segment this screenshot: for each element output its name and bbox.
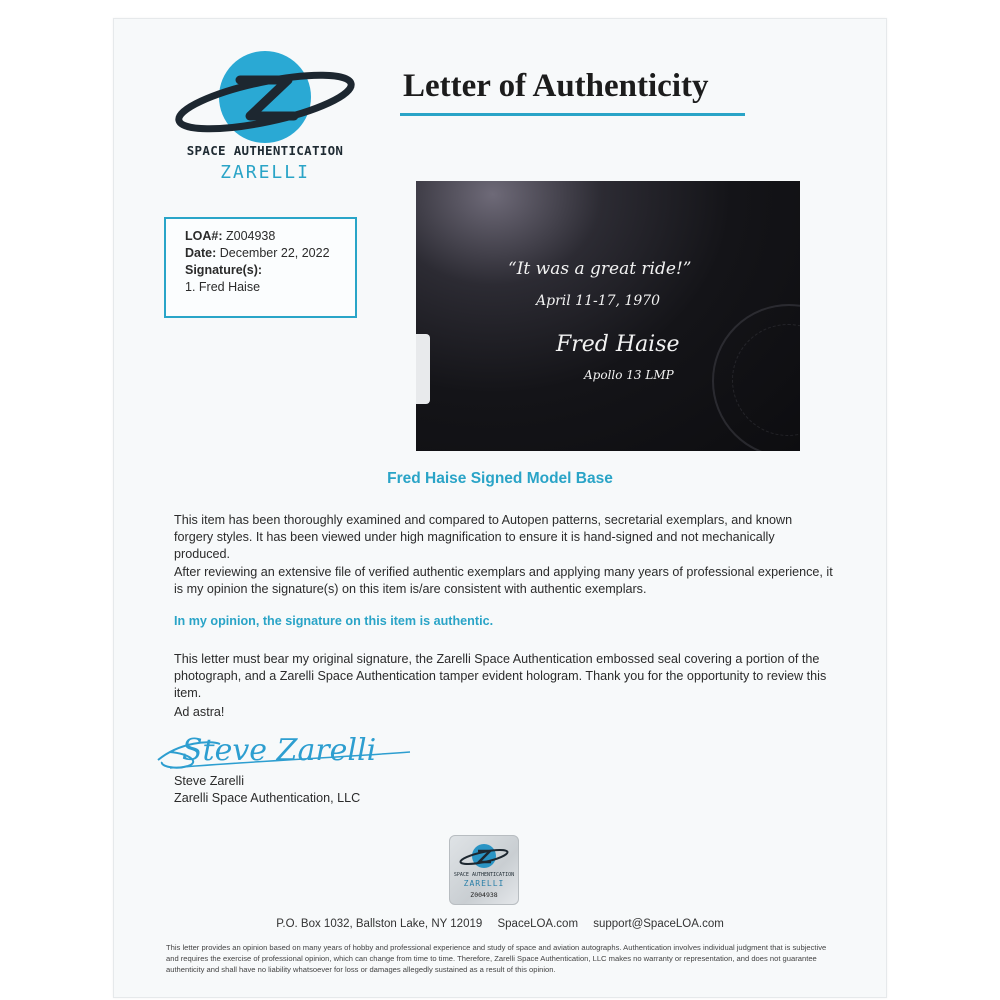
- title-underline: [400, 113, 745, 116]
- inscription-line-4: Apollo 13 LMP: [584, 368, 674, 382]
- contact-website[interactable]: SpaceLOA.com: [497, 918, 579, 930]
- loa-info-box: [164, 217, 357, 318]
- loa-number: Z004938: [225, 229, 276, 243]
- inscription-line-1: “It was a great ride!”: [508, 259, 692, 279]
- signer-name: Steve Zarelli: [174, 774, 244, 788]
- hologram-number: Z004938: [470, 891, 498, 899]
- loa-signature-1: 1. Fred Haise: [185, 280, 261, 294]
- hologram-logo-icon: [450, 836, 518, 874]
- handwritten-signature: [150, 722, 430, 777]
- paragraph-requirements: This letter must bear my original signature, the Zarelli Space Authentication embossed seal covering a portion of the photograph, and a Zarelli Space Authentication tamper evident hologram. Thank you for the opportunity to review this item.: [174, 652, 827, 700]
- loa-number-row: [185, 228, 355, 245]
- signer-block: [174, 773, 360, 807]
- logo-line-space-authentication: SPACE AUTHENTICATION: [186, 143, 344, 158]
- paragraph-opinion: In my opinion, the signature on this item is authentic.: [174, 614, 494, 628]
- item-title: Fred Haise Signed Model Base: [387, 470, 613, 487]
- item-photograph: [416, 181, 800, 451]
- loa-number-label: LOA#:: [185, 229, 223, 243]
- paragraph-examination: This item has been thoroughly examined and compared to Autopen patterns, secretarial exemplars, and known forgery styles. It has been viewed under high magnification to ensure it is hand-signed and not mechanically produced.: [174, 513, 793, 561]
- hologram-line-1: SPACE AUTHENTICATION: [453, 872, 515, 878]
- logo-line-zarelli: ZARELLI: [220, 162, 310, 183]
- signature-text: Steve Zarelli: [182, 733, 377, 768]
- inscription-line-2: April 11-17, 1970: [536, 293, 661, 309]
- loa-date-row: [185, 245, 355, 262]
- loa-signatures-label: Signature(s):: [185, 263, 263, 277]
- contact-address: P.O. Box 1032, Ballston Lake, NY 12019: [276, 918, 483, 930]
- signer-company: Zarelli Space Authentication, LLC: [174, 791, 361, 805]
- loa-date: December 22, 2022: [219, 246, 330, 260]
- contact-line: [0, 918, 1000, 930]
- closing-salutation: Ad astra!: [174, 705, 225, 719]
- photo-inscription: [416, 181, 800, 451]
- hologram-line-2: ZARELLI: [463, 879, 505, 888]
- paragraph-review: After reviewing an extensive file of verified authentic exemplars and applying many years of professional experience, it is my opinion the signature(s) on this item is/are consistent with authentic exemplars.: [174, 565, 833, 596]
- logo-wordmark: [170, 143, 360, 183]
- tamper-hologram: [449, 835, 519, 905]
- inscription-signature: Fred Haise: [556, 332, 680, 357]
- loa-date-label: Date:: [185, 246, 217, 260]
- disclaimer-text: This letter provides an opinion based on many years of hobby and professional experience and study of space and aviation autographs. Authentication involves individual judgment that is subjective and requires the exercise of professional opinion, which can change from time to time. Therefore, Zarelli Space Authentication, LLC makes no warranty or representation, and does not guarantee authenticity and shall have no liability whatsoever for loss or damages allegedly sustained as a result of this opinion.: [166, 943, 827, 974]
- page-title: Letter of Authenticity: [403, 68, 709, 104]
- contact-email[interactable]: support@SpaceLOA.com: [593, 918, 724, 930]
